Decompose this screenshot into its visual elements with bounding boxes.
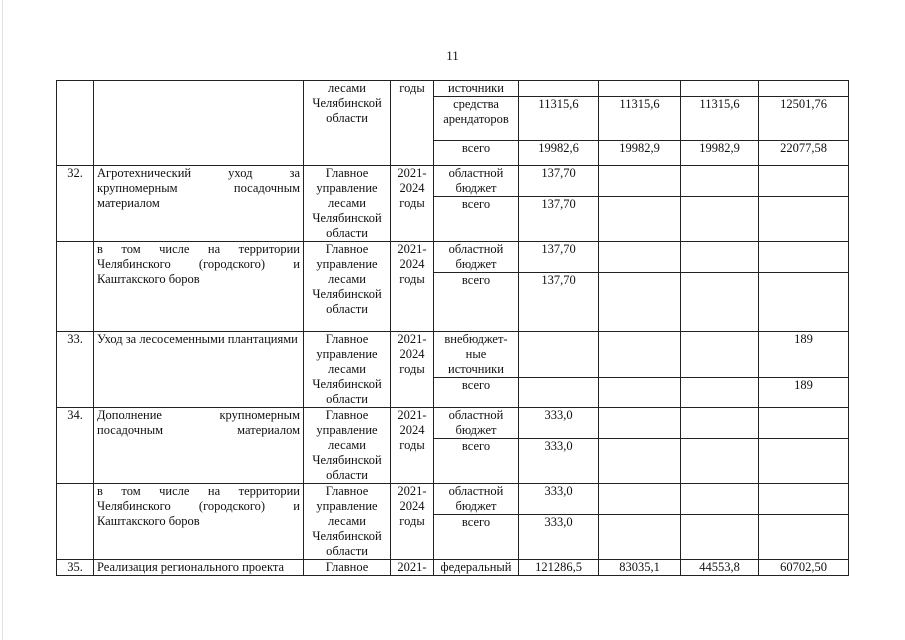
executor-line: лесами: [328, 81, 366, 95]
years-cell: [391, 81, 434, 166]
value-cell: [681, 332, 759, 378]
executor-line: управление: [316, 181, 378, 195]
funding-source-cell: [434, 81, 519, 97]
executor-line: управление: [316, 257, 378, 271]
activity-name-cell: [94, 81, 304, 166]
executor-cell: [304, 332, 391, 408]
years-line: 2024: [399, 181, 425, 195]
executor-line: Челябинской: [312, 529, 382, 543]
value-cell: 189: [759, 332, 849, 378]
activity-name-cell: в том числе на территории Челябинского (городского) и Каштакского боров: [94, 484, 304, 560]
funding-source-line: бюджет: [455, 499, 497, 513]
executor-line: управление: [316, 423, 378, 437]
activity-name-cell: Реализация регионального проекта: [94, 560, 304, 576]
value-cell: [681, 242, 759, 273]
funding-source-line: бюджет: [455, 181, 497, 195]
table-row: [57, 484, 849, 515]
funding-source-line: источники: [448, 81, 504, 95]
value-cell: 60702,50: [759, 560, 849, 576]
executor-line: Главное: [325, 408, 369, 422]
funding-source-cell: [434, 439, 519, 484]
value-cell: [759, 81, 849, 97]
value-cell: [759, 273, 849, 332]
value-cell: [599, 197, 681, 242]
value-cell: 11315,6: [599, 97, 681, 141]
years-line: 2021-: [397, 408, 427, 422]
value-cell: 22077,58: [759, 141, 849, 166]
value-cell: [681, 408, 759, 439]
value-cell: [519, 332, 599, 378]
value-cell: 19982,6: [519, 141, 599, 166]
value-cell: [681, 439, 759, 484]
executor-line: лесами: [328, 362, 366, 376]
value-cell: [759, 242, 849, 273]
funding-source-line: всего: [461, 515, 491, 530]
years-cell: [391, 408, 434, 484]
funding-source-line: всего: [461, 378, 491, 392]
value-cell: 44553,8: [681, 560, 759, 576]
funding-source-cell: [434, 408, 519, 439]
executor-line: Челябинской: [312, 377, 382, 391]
funding-source-line: средства: [453, 97, 499, 111]
executor-cell: [304, 484, 391, 560]
value-cell: [681, 515, 759, 560]
executor-line: Челябинской: [312, 96, 382, 110]
value-cell: [599, 81, 681, 97]
funding-source-line: федеральный: [440, 560, 512, 574]
value-cell: [681, 197, 759, 242]
value-cell: [599, 515, 681, 560]
funding-source-cell: [434, 484, 519, 515]
executor-cell: [304, 81, 391, 166]
value-cell: [759, 166, 849, 197]
funding-source-cell: [434, 560, 519, 576]
years-line: годы: [399, 196, 425, 210]
value-cell: [681, 273, 759, 332]
funding-source-line: бюджет: [455, 423, 497, 437]
funding-source-cell: [434, 242, 519, 273]
value-cell: 333,0: [519, 484, 599, 515]
years-line: 2021-: [397, 484, 427, 498]
executor-line: лесами: [328, 196, 366, 210]
executor-line: Главное: [325, 484, 369, 498]
value-cell: [681, 166, 759, 197]
value-cell: [599, 484, 681, 515]
executor-line: Главное: [325, 166, 369, 180]
years-line: 2021-: [397, 166, 427, 180]
value-cell: [759, 484, 849, 515]
row-number-cell: [57, 484, 94, 560]
table-row: [57, 242, 849, 273]
value-cell: 11315,6: [681, 97, 759, 141]
years-cell: [391, 166, 434, 242]
value-cell: 333,0: [519, 439, 599, 484]
value-cell: 137,70: [519, 273, 599, 332]
value-cell: [519, 81, 599, 97]
years-line: 2021-: [397, 560, 427, 574]
executor-line: лесами: [328, 438, 366, 452]
table-row: [57, 560, 849, 576]
activity-name-cell: Агротехнический уход за крупномерным посадочным материалом: [94, 166, 304, 242]
funding-source-cell: [434, 378, 519, 408]
value-cell: 137,70: [519, 197, 599, 242]
row-number-cell: [57, 242, 94, 332]
value-cell: 333,0: [519, 408, 599, 439]
value-cell: [681, 484, 759, 515]
years-line: 2024: [399, 423, 425, 437]
years-cell: [391, 560, 434, 576]
executor-line: области: [326, 392, 368, 406]
executor-cell: [304, 408, 391, 484]
value-cell: [599, 439, 681, 484]
years-cell: [391, 242, 434, 332]
value-cell: 12501,76: [759, 97, 849, 141]
funding-source-line: областной: [448, 166, 504, 180]
funding-source-cell: [434, 141, 519, 166]
executor-line: Челябинской: [312, 453, 382, 467]
executor-cell: [304, 242, 391, 332]
row-number-cell: [57, 81, 94, 166]
funding-source-cell: [434, 197, 519, 242]
value-cell: [599, 332, 681, 378]
funding-source-line: областной: [448, 242, 504, 256]
years-line: 2024: [399, 499, 425, 513]
executor-line: области: [326, 226, 368, 240]
executor-line: области: [326, 544, 368, 558]
executor-line: управление: [316, 347, 378, 361]
years-cell: [391, 484, 434, 560]
value-cell: [759, 515, 849, 560]
executor-line: области: [326, 111, 368, 125]
executor-cell: [304, 166, 391, 242]
value-cell: [599, 408, 681, 439]
value-cell: [599, 273, 681, 332]
executor-line: Главное: [325, 242, 369, 256]
executor-line: лесами: [328, 272, 366, 286]
years-line: 2021-: [397, 242, 427, 256]
row-number-cell: 33.: [57, 332, 94, 408]
executor-line: Челябинской: [312, 211, 382, 225]
funding-source-line: областной: [448, 484, 504, 498]
years-line: годы: [399, 362, 425, 376]
funding-source-line: источники: [448, 362, 504, 376]
executor-cell: [304, 560, 391, 576]
value-cell: [759, 408, 849, 439]
activity-name-cell: в том числе на территории Челябинского (городского) и Каштакского боров: [94, 242, 304, 332]
executor-line: Челябинской: [312, 287, 382, 301]
activity-name-cell: Дополнение крупномерным посадочным материалом: [94, 408, 304, 484]
years-line: годы: [399, 514, 425, 528]
funding-source-line: ные: [465, 347, 487, 361]
funding-source-line: всего: [461, 273, 491, 287]
years-cell: [391, 332, 434, 408]
row-number-cell: 35.: [57, 560, 94, 576]
value-cell: [599, 166, 681, 197]
funding-source-line: всего: [461, 439, 491, 453]
funding-source-cell: [434, 97, 519, 141]
funding-source-line: всего: [461, 197, 491, 211]
funding-source-cell: [434, 332, 519, 378]
value-cell: 333,0: [519, 515, 599, 560]
funding-source-line: всего: [461, 141, 491, 155]
years-line: 2024: [399, 257, 425, 271]
budget-table: [56, 80, 849, 576]
table-row: [57, 166, 849, 197]
value-cell: [519, 378, 599, 408]
executor-line: Главное: [325, 560, 369, 574]
page-number: 11: [446, 48, 459, 63]
executor-line: области: [326, 302, 368, 316]
value-cell: 137,70: [519, 166, 599, 197]
years-line: 2024: [399, 347, 425, 361]
value-cell: 137,70: [519, 242, 599, 273]
executor-line: области: [326, 468, 368, 482]
executor-line: Главное: [325, 332, 369, 346]
funding-source-cell: [434, 273, 519, 332]
value-cell: [681, 378, 759, 408]
value-cell: [599, 378, 681, 408]
value-cell: [681, 81, 759, 97]
funding-source-cell: [434, 515, 519, 560]
value-cell: [759, 197, 849, 242]
row-number-cell: 32.: [57, 166, 94, 242]
table-row: [57, 408, 849, 439]
table-row: [57, 332, 849, 378]
years-line: 2021-: [397, 332, 427, 346]
funding-source-line: внебюджет-: [444, 332, 508, 346]
funding-source-line: областной: [448, 408, 504, 422]
executor-line: управление: [316, 499, 378, 513]
scan-edge-line: [2, 0, 3, 640]
row-number-cell: 34.: [57, 408, 94, 484]
years-line: годы: [399, 81, 425, 95]
years-line: годы: [399, 438, 425, 452]
value-cell: 83035,1: [599, 560, 681, 576]
funding-source-line: бюджет: [455, 257, 497, 271]
value-cell: [599, 242, 681, 273]
funding-source-cell: [434, 166, 519, 197]
value-cell: [759, 439, 849, 484]
executor-line: лесами: [328, 514, 366, 528]
value-cell: 19982,9: [681, 141, 759, 166]
value-cell: 189: [759, 378, 849, 408]
table-row: [57, 81, 849, 97]
value-cell: 121286,5: [519, 560, 599, 576]
value-cell: 19982,9: [599, 141, 681, 166]
activity-name-cell: Уход за лесосеменными плантациями: [94, 332, 304, 408]
funding-source-line: арендаторов: [443, 112, 509, 126]
years-line: годы: [399, 272, 425, 286]
value-cell: 11315,6: [519, 97, 599, 141]
